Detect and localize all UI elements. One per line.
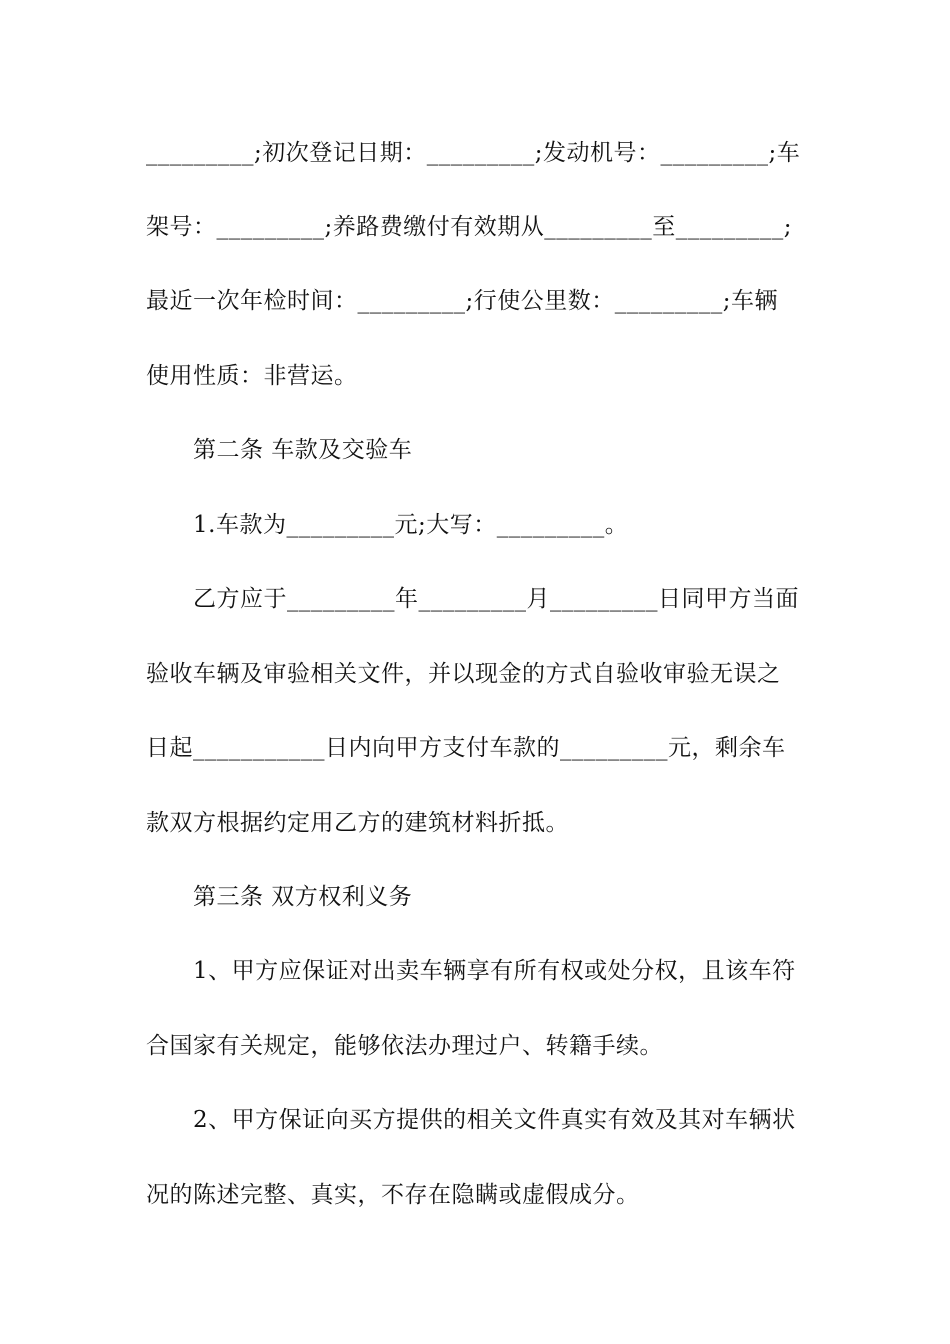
text-line: 合国家有关规定，能够依法办理过户、转籍手续。 xyxy=(146,1033,663,1059)
text-line: 1.车款为_________元;大写：_________。 xyxy=(193,512,629,538)
section-heading: 第二条 车款及交验车 xyxy=(193,437,413,463)
text-line: 使用性质：非营运。 xyxy=(146,363,358,389)
text-line: 1、甲方应保证对出卖车辆享有所有权或处分权，且该车符 xyxy=(193,958,796,984)
text-line: 最近一次年检时间：_________;行使公里数：_________;车辆 xyxy=(146,288,778,314)
text-line: 况的陈述完整、真实，不存在隐瞒或虚假成分。 xyxy=(146,1182,640,1208)
text-line: 款双方根据约定用乙方的建筑材料折抵。 xyxy=(146,810,569,836)
section-heading: 第三条 双方权利义务 xyxy=(193,884,413,910)
text-line: 验收车辆及审验相关文件，并以现金的方式自验收审验无误之 xyxy=(146,661,781,687)
text-line: 乙方应于_________年_________月_________日同甲方当面 xyxy=(193,586,799,612)
text-line: 2、甲方保证向买方提供的相关文件真实有效及其对车辆状 xyxy=(193,1107,796,1133)
text-line: 日起___________日内向甲方支付车款的_________元，剩余车 xyxy=(146,735,786,761)
text-line: _________;初次登记日期：_________;发动机号：_________;车 xyxy=(146,140,801,166)
text-line: 架号：_________;养路费缴付有效期从_________至_________; xyxy=(146,214,792,240)
